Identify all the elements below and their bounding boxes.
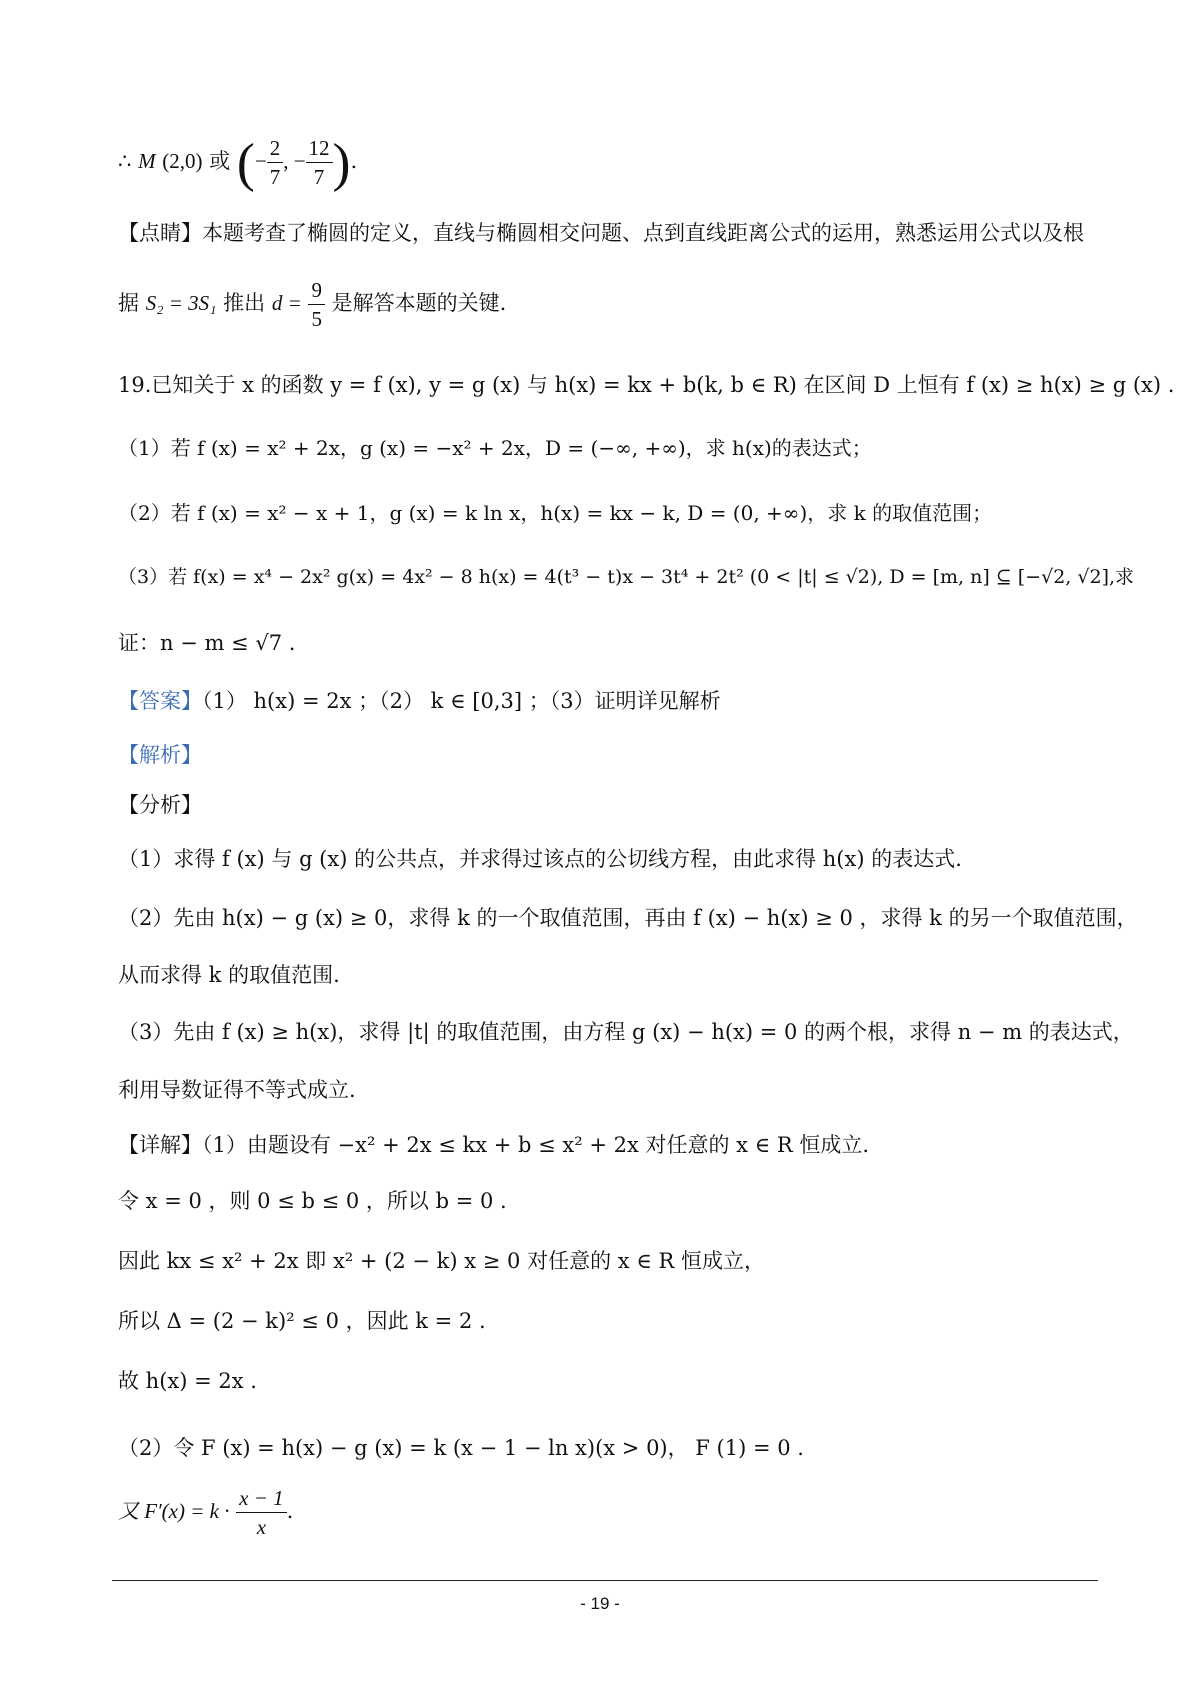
or-word: 或 — [209, 149, 231, 173]
analysis-2-cont: 从而求得 k 的取值范围. — [118, 963, 340, 987]
question-19-part-1: （1）若 f (x) = x² + 2x，g (x) = −x² + 2x，D = (−∞, +∞)，求 h(x)的表达式； — [118, 436, 872, 460]
point-m: M — [138, 149, 156, 173]
detail-1: 【详解】（1）由题设有 −x² + 2x ≤ kx + b ≤ x² + 2x 对任意的 x ∈ R 恒成立. — [118, 1133, 870, 1157]
detail-3: 因此 kx ≤ x² + 2x 即 x² + (2 − k) x ≥ 0 对任意的 x ∈ R 恒成立， — [118, 1249, 765, 1273]
page-number: - 19 - — [580, 1594, 620, 1613]
text: 推出 — [223, 291, 266, 315]
fraction-9-5: $\frac{9}{5}$ — [308, 276, 325, 333]
period: . — [350, 149, 358, 173]
text: 是解答本题的关键. — [331, 291, 507, 315]
footer-divider — [112, 1580, 1098, 1581]
period: . — [286, 1499, 294, 1523]
answer-label: 【答案】 — [118, 689, 202, 713]
text: 据 — [118, 291, 139, 315]
detail-4: 所以 Δ = (2 − k)² ≤ 0 ，因此 k = 2 . — [118, 1309, 486, 1333]
detail-6: （2）令 F (x) = h(x) − g (x) = k (x − 1 − ln x)(x > 0)， F (1) = 0 . — [118, 1436, 804, 1460]
detail-5: 故 h(x) = 2x . — [118, 1369, 257, 1393]
left-paren: ( — [236, 132, 255, 193]
comment-line-2 — [118, 270, 1100, 336]
formula: S₂ = 3S₁ — [145, 291, 217, 315]
therefore-symbol: ∴ — [118, 149, 132, 173]
point-coord: (2,0) — [162, 149, 203, 173]
formula: 又 F′(x) = k · — [118, 1499, 230, 1523]
question-19-part-2: （2）若 f (x) = x² − x + 1，g (x) = k ln x，h(x) = kx − k, D = (0, +∞)，求 k 的取值范围； — [118, 501, 993, 525]
question-19-part-3: （3）若 f(x) = x⁴ − 2x² g(x) = 4x² − 8 h(x) = 4(t³ − t)x − 3t⁴ + 2t² (0 < |t| ≤ √2), D = [m, n] ⊆ [−√2, √2],求 — [118, 566, 1135, 588]
fenxi-label: 【分析】 — [118, 793, 202, 817]
detail-2: 令 x = 0 ，则 0 ≤ b ≤ 0 ，所以 b = 0 . — [118, 1189, 507, 1213]
question-19-stem: 19.已知关于 x 的函数 y = f (x), y = g (x) 与 h(x) = kx + b(k, b ∈ R) 在区间 D 上恒有 f (x) ≥ h(x) ≥ g (x) . — [118, 373, 1175, 397]
fraction-derivative: $\frac{x - 1}{x}$ — [236, 1484, 287, 1541]
detail-7 — [118, 1478, 1100, 1544]
formula: d = — [271, 291, 302, 315]
fraction-2: $\frac{12}{7}$ — [306, 134, 333, 191]
answer-text: （1） h(x) = 2x ；（2） k ∈ [0,3] ；（3）证明详见解析 — [202, 689, 721, 713]
analysis-3-cont: 利用导数证得不等式成立. — [118, 1078, 356, 1102]
analysis-2: （2）先由 h(x) − g (x) ≥ 0，求得 k 的一个取值范围，再由 f (x) − h(x) ≥ 0 ，求得 k 的另一个取值范围， — [118, 906, 1138, 930]
answer-line — [118, 686, 1100, 716]
analysis-3: （3）先由 f (x) ≥ h(x)，求得 |t| 的取值范围，由方程 g (x) − h(x) = 0 的两个根，求得 n − m 的表达式， — [118, 1020, 1134, 1044]
right-paren: ) — [332, 132, 351, 193]
analysis-1: （1）求得 f (x) 与 g (x) 的公共点，并求得过该点的公切线方程，由此求得 h(x) 的表达式. — [118, 847, 962, 871]
question-19-part-3-cont: 证：n − m ≤ √7 . — [118, 631, 296, 655]
analysis-label: 【解析】 — [118, 743, 202, 767]
comment-line-1: 【点睛】本题考查了椭圆的定义，直线与椭圆相交问题、点到直线距离公式的运用，熟悉运用公式以及根 — [118, 221, 1084, 245]
therefore-line: ∴ M (2,0) 或 (− $\frac{2}{7}$ , − $\frac{12}{7}$ ). — [118, 132, 358, 193]
fraction-1: $\frac{2}{7}$ — [267, 134, 284, 191]
